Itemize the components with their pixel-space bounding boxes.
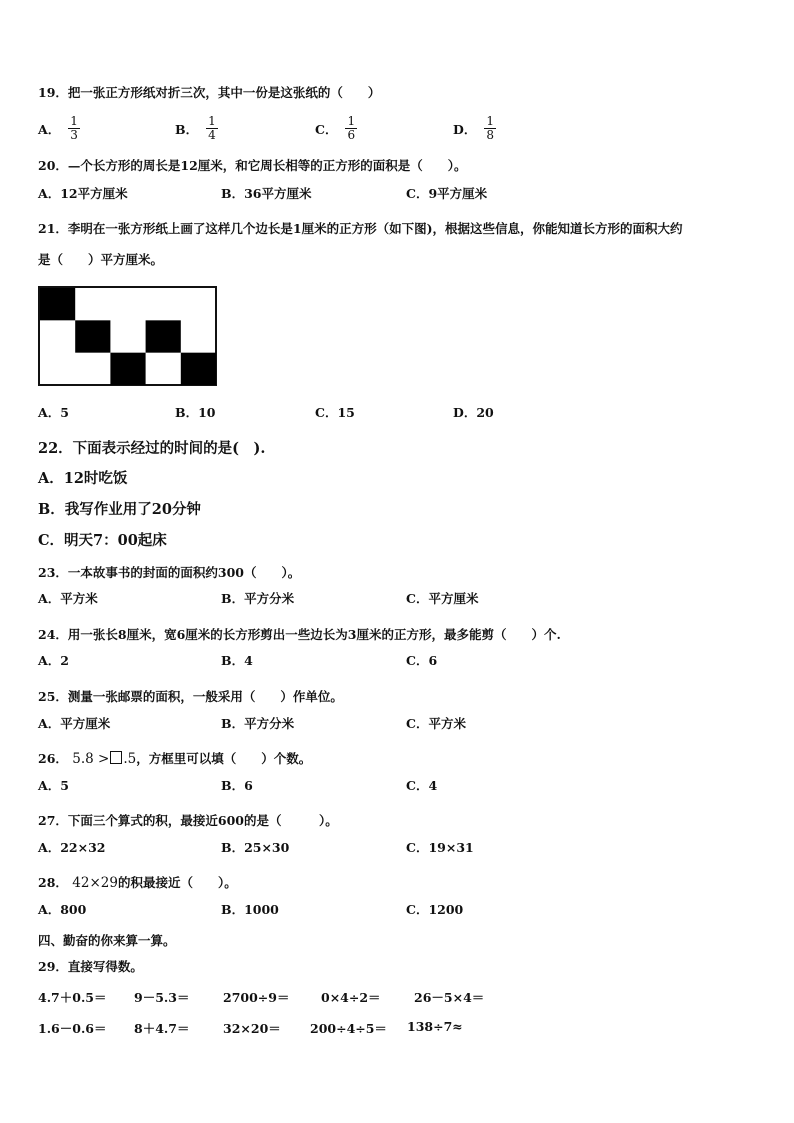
q25-option-c[interactable]: C．平方米 xyxy=(406,716,466,731)
q24-option-a[interactable]: A．2 xyxy=(38,653,69,668)
q23-option-a[interactable]: A．平方米 xyxy=(38,591,98,606)
q23-stem: 23．一本故事书的封面的面积约300（ ）。 xyxy=(38,565,301,580)
q21-stem-cont: 是（ ）平方厘米。 xyxy=(38,252,164,267)
calc-item: 200÷4÷5＝ xyxy=(310,1021,387,1036)
q28-option-b[interactable]: B．1000 xyxy=(221,902,279,917)
calc-item: 138÷7≈ xyxy=(407,1019,463,1034)
q21-stem: 21．李明在一张方形纸上画了这样几个边长是1厘米的正方形（如下图)，根据这些信息，你能知道长方形的面积大约 xyxy=(38,221,683,236)
calc-item: 1.6－0.6＝ xyxy=(38,1021,107,1036)
fraction: $\frac{1}{6}$ xyxy=(347,114,356,142)
q25-option-a[interactable]: A．平方厘米 xyxy=(38,716,111,731)
q25-option-b[interactable]: B．平方分米 xyxy=(221,716,295,731)
math-expression: 42×29 xyxy=(72,875,118,891)
q26-option-b[interactable]: B．6 xyxy=(221,778,253,793)
blank-square-icon xyxy=(110,751,122,764)
q26-stem: 26． 5.8 > .5，方框里可以填（ ）个数。 xyxy=(38,751,312,767)
q27-option-a[interactable]: A．22×32 xyxy=(38,840,106,855)
q27-stem: 27．下面三个算式的积，最接近600的是（ ）。 xyxy=(38,813,338,828)
q21-option-a[interactable]: A．5 xyxy=(38,405,69,420)
fraction: $\frac{1}{4}$ xyxy=(208,114,216,142)
q20-stem: 20．—个长方形的周长是12厘米，和它周长相等的正方形的面积是（ ）。 xyxy=(38,158,467,173)
q19-option-d[interactable]: D． $\frac{1}{8}$ xyxy=(453,114,494,142)
filled-square xyxy=(110,353,145,385)
q19-option-c[interactable]: C． $\frac{1}{6}$ xyxy=(315,114,356,142)
q24-option-c[interactable]: C．6 xyxy=(406,653,438,668)
q28-option-a[interactable]: A．800 xyxy=(38,902,87,917)
q19-stem: 19．把一张正方形纸对折三次，其中一份是这张纸的（ ） xyxy=(38,85,381,100)
calc-item: 0×4÷2＝ xyxy=(321,990,381,1005)
q23-option-b[interactable]: B．平方分米 xyxy=(221,591,295,606)
q21-option-c[interactable]: C．15 xyxy=(315,405,355,420)
q20-option-c[interactable]: C．9平方厘米 xyxy=(406,186,488,201)
q29-stem: 29．直接写得数。 xyxy=(38,959,143,974)
q26-option-c[interactable]: C．4 xyxy=(406,778,438,793)
q28-stem: 28． 42×29的积最接近（ ）。 xyxy=(38,875,237,891)
q20-option-a[interactable]: A．12平方厘米 xyxy=(38,186,128,201)
calc-item: 4.7＋0.5＝ xyxy=(38,990,107,1005)
q27-option-b[interactable]: B．25×30 xyxy=(221,840,290,855)
q24-stem: 24．用一张长8厘米，宽6厘米的长方形剪出一些边长为3厘米的正方形，最多能剪（ ）个. xyxy=(38,627,561,642)
calc-item: 26－5×4＝ xyxy=(414,990,485,1005)
q28-option-c[interactable]: C．1200 xyxy=(406,902,464,917)
q23-option-c[interactable]: C．平方厘米 xyxy=(406,591,479,606)
q25-stem: 25．测量一张邮票的面积，一般采用（ ）作单位。 xyxy=(38,689,343,704)
q24-option-b[interactable]: B．4 xyxy=(221,653,253,668)
q19-option-a[interactable]: A． $\frac{1}{3}$ xyxy=(38,114,78,142)
q27-option-c[interactable]: C．19×31 xyxy=(406,840,474,855)
calc-item: 32×20＝ xyxy=(223,1021,281,1036)
filled-square xyxy=(146,320,181,352)
calc-item: 9－5.3＝ xyxy=(134,990,190,1005)
q21-grid-figure xyxy=(38,286,218,387)
calc-item: 2700÷9＝ xyxy=(223,990,290,1005)
fraction: $\frac{1}{8}$ xyxy=(486,114,494,142)
filled-square xyxy=(181,353,216,385)
calc-item: 8＋4.7＝ xyxy=(134,1021,190,1036)
section-title: 四、勤奋的你来算一算。 xyxy=(38,933,176,948)
q21-option-b[interactable]: B．10 xyxy=(175,405,216,420)
q22-stem: 22．下面表示经过的时间的是( ). xyxy=(38,440,266,457)
q20-option-b[interactable]: B．36平方厘米 xyxy=(221,186,312,201)
fraction: $\frac{1}{3}$ xyxy=(70,114,78,142)
q19-option-b[interactable]: B． $\frac{1}{4}$ xyxy=(175,114,216,142)
q21-option-d[interactable]: D．20 xyxy=(453,405,494,420)
q22-option-c[interactable]: C．明天7：00起床 xyxy=(38,532,167,549)
q22-option-a[interactable]: A．12时吃饭 xyxy=(38,470,128,487)
q22-option-b[interactable]: B．我写作业用了20分钟 xyxy=(38,501,201,518)
q26-option-a[interactable]: A．5 xyxy=(38,778,69,793)
filled-square xyxy=(75,320,110,352)
math-expression: 5.8 > .5 xyxy=(72,751,137,767)
filled-square xyxy=(40,288,75,320)
